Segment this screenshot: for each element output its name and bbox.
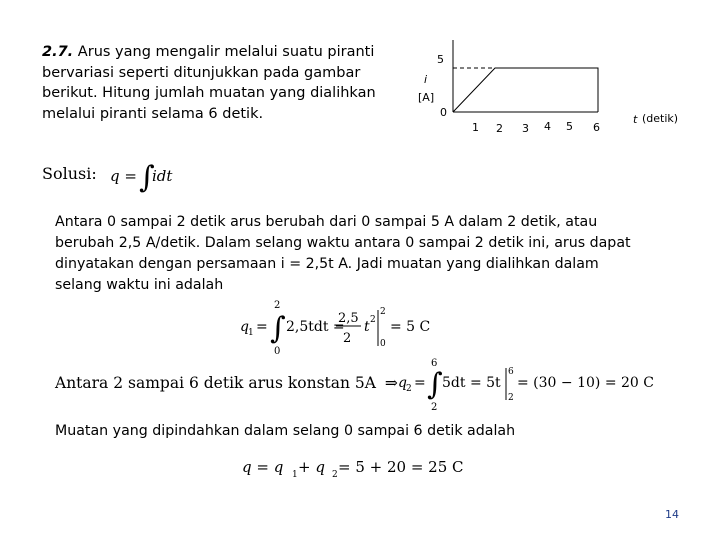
eq2-eval-lower: 2 (508, 393, 514, 403)
constant-current-statement (55, 374, 398, 392)
x-tick-2: 2 (496, 122, 503, 135)
y-axis-label: i (424, 73, 428, 86)
eq1-lower-limit: 0 (274, 346, 281, 357)
eq1-lhs-sub: 1 (248, 328, 254, 338)
eq2-lhs: q (398, 375, 407, 391)
equation-total-svg (240, 452, 464, 482)
eq3-sub1: 1 (292, 470, 298, 480)
equation-total (240, 452, 464, 486)
x-tick-1: 1 (472, 121, 479, 134)
eq3-plus-q: + q (298, 458, 325, 476)
formula-svg (108, 158, 188, 198)
eq1-result: = 5 C (390, 319, 431, 335)
line2-text: Antara 2 sampai 6 detik arus konstan 5A (55, 374, 376, 392)
eq1-integral-sign: ∫ (270, 311, 286, 346)
solution-paragraph: Antara 0 sampai 2 detik arus berubah dari 0 sampai 5 A dalam 2 detik, atau berubah 2,5 A/detik. Dalam selang waktu antara 0 sampai 2 detik ini, arus dapat dinyatakan dengan persamaan i = 2,5t A. Jadi muatan yang dialihkan dalam selang waktu ini adalah (55, 214, 631, 293)
x-tick-3: 3 (522, 122, 529, 135)
eq1-integrand: 2,5tdt = (286, 319, 345, 335)
eq1-eval-upper: 2 (380, 307, 386, 317)
solution-label: Solusi: (42, 164, 97, 183)
eq2-lhs-sub: 2 (406, 384, 412, 394)
origin-label: 0 (440, 106, 447, 119)
equation-q1 (240, 298, 440, 362)
problem-statement (42, 42, 402, 124)
x-tick-4: 4 (544, 120, 551, 133)
eq1-equals: = (256, 319, 268, 335)
problem-number: 2.7. (42, 44, 74, 60)
eq2-lower-limit: 2 (431, 402, 438, 413)
eq3-sub2: 2 (332, 470, 338, 480)
equation-q1-svg (240, 298, 440, 358)
eq2-result: = (30 − 10) = 20 C (517, 375, 654, 391)
formula-idt: idt (152, 167, 173, 185)
formula-q: q = (110, 167, 137, 185)
eq1-t: t (364, 319, 370, 335)
current-graph (400, 30, 700, 144)
eq1-upper-limit: 2 (274, 300, 281, 311)
eq2-integral-sign: ∫ (427, 367, 443, 402)
eq1-frac-num: 2,5 (338, 311, 359, 326)
current-waveform (453, 68, 598, 112)
integral-sign: ∫ (139, 160, 155, 195)
page-number: 14 (665, 508, 679, 521)
total-charge-statement: Muatan yang dipindahkan dalam selang 0 sampai 6 detik adalah (55, 423, 516, 439)
charge-integral-formula (108, 158, 188, 202)
x-tick-5: 5 (566, 120, 573, 133)
equation-q2-svg (396, 356, 654, 416)
y-tick-5: 5 (437, 53, 444, 66)
eq3-result: = 5 + 20 = 25 C (338, 458, 464, 476)
implies-arrow: ⇒ (384, 374, 398, 392)
eq1-exponent: 2 (370, 315, 376, 325)
graph-svg (400, 30, 700, 140)
y-axis-unit: [A] (418, 91, 435, 104)
eq1-lhs: q (240, 319, 249, 335)
eq2-equals: = (414, 375, 426, 391)
problem-text: Arus yang mengalir melalui suatu piranti bervariasi seperti ditunjukkan pada gambar berikut. Hitung jumlah muatan yang dialihkan melalui piranti selama 6 detik. (42, 44, 376, 122)
eq2-eval-upper: 6 (508, 367, 514, 377)
eq3-q: q = q (242, 458, 284, 476)
eq2-upper-limit: 6 (431, 358, 438, 369)
eq2-integrand: 5dt = 5t (442, 375, 501, 391)
equation-q2 (396, 356, 654, 420)
x-axis-label: t (633, 113, 638, 126)
eq1-frac-den: 2 (343, 331, 352, 346)
x-tick-6: 6 (593, 121, 600, 134)
x-axis-unit: (detik) (642, 112, 679, 125)
eq1-eval-lower: 0 (380, 339, 386, 349)
